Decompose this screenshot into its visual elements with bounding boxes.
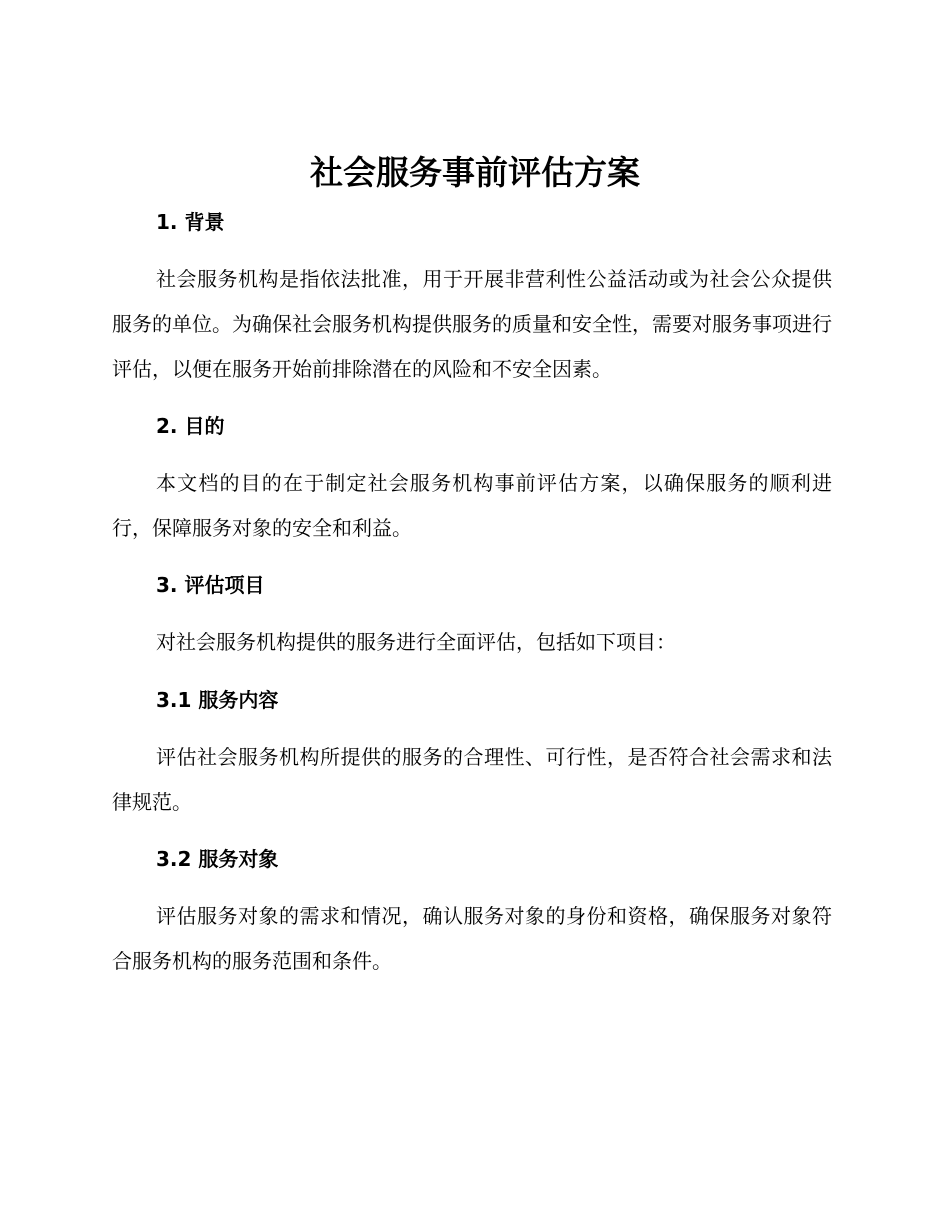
section-body-purpose: 本文档的目的在于制定社会服务机构事前评估方案，以确保服务的顺利进行，保障服务对象的安全和利益。 — [112, 471, 832, 540]
document-title: 社会服务事前评估方案 — [310, 153, 640, 192]
section-heading-purpose: 2. 目的 — [156, 414, 225, 438]
section-heading-background: 1. 背景 — [156, 210, 225, 234]
section-body-service-content: 评估社会服务机构所提供的服务的合理性、可行性，是否符合社会需求和法律规范。 — [112, 745, 832, 814]
section-body-background: 社会服务机构是指依法批准，用于开展非营利性公益活动或为社会公众提供服务的单位。为确保社会服务机构提供服务的质量和安全性，需要对服务事项进行评估，以便在服务开始前排除潜在的风险和不安全因素。 — [112, 267, 832, 381]
section-heading-service-recipients: 3.2 服务对象 — [156, 847, 279, 871]
section-body-evaluation-items: 对社会服务机构提供的服务进行全面评估，包括如下项目： — [156, 630, 676, 654]
section-heading-evaluation-items: 3. 评估项目 — [156, 573, 265, 597]
section-body-service-recipients: 评估服务对象的需求和情况，确认服务对象的身份和资格，确保服务对象符合服务机构的服务范围和条件。 — [112, 904, 832, 973]
section-heading-service-content: 3.1 服务内容 — [156, 688, 279, 712]
